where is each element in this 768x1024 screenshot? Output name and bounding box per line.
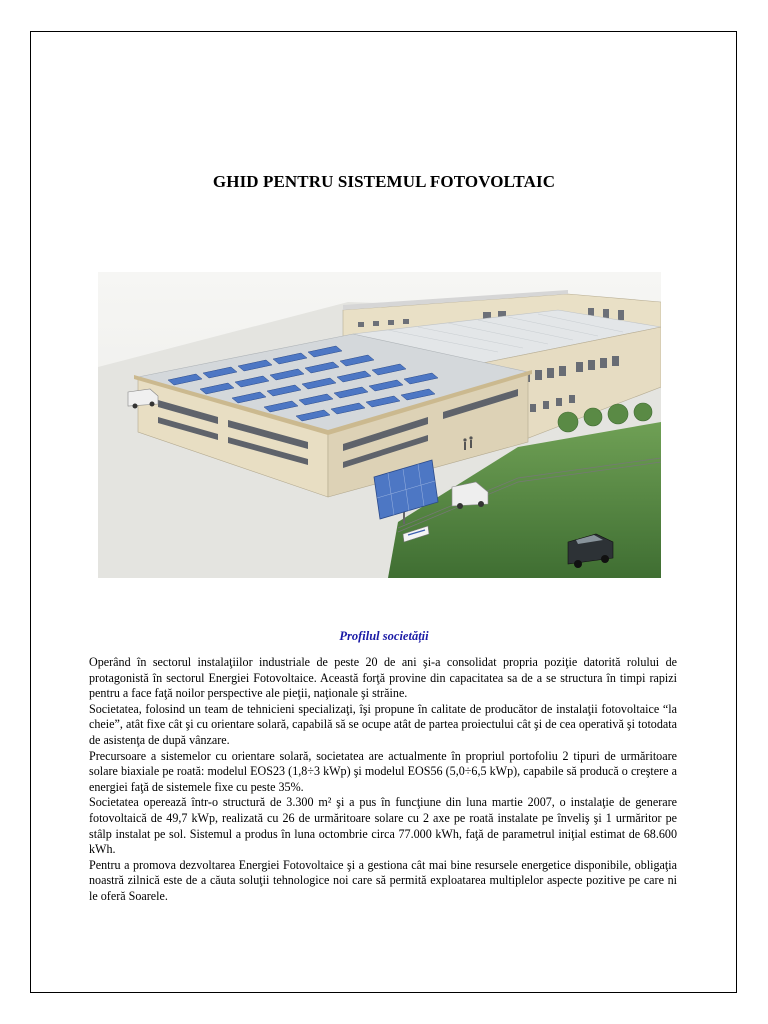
document-title: GHID PENTRU SISTEMUL FOTOVOLTAIC <box>212 172 556 191</box>
paragraph-4: Societatea operează într-o structură de 3.300 m² şi a pus în funcţiune din luna martie 2007, o instalaţie de generare fotovoltaică de 49,7 kWp, realizată cu 26 de urmăritoare solare cu 2 axe pe roată instalate pe înveliş şi 1 urmăritor pe stâlp instalat pe sol. Sistemul a produs în luna octombrie circa 77.000 kWh, faţă de parametrul iniţial estimat de 68.600 kWh. <box>89 795 677 857</box>
paragraph-3: Precursoare a sistemelor cu orientare solară, societatea are actualmente în propriul portofoliu 2 tipuri de urmăritoare solare biaxiale pe roată: modelul EOS23 (1,8÷3 kWp) şi modelul EOS56 (5,0÷6,5 kWp), capabile să producă o creştere a energiei faţă de sistemele fixe cu peste 35%. <box>89 748 677 794</box>
factory-illustration <box>98 272 661 578</box>
paragraph-2: Societatea, folosind un team de tehnicieni specializaţi, îşi propune în calitate de producător de instalaţii fotovoltaice “la cheie”, atât fixe cât şi cu orientare solară, capabilă să se ocupe atât de partea proiectului cât şi de cea operativă şi totodata de asistenţa de după vânzare. <box>89 701 677 747</box>
section-title: Profilul societății <box>339 629 429 643</box>
body-text <box>89 655 677 905</box>
paragraph-5: Pentru a promova dezvoltarea Energiei Fotovoltaice şi a gestiona cât mai bine resursele energetice disponibile, obligaţia noastră zilnică este de a căuta soluţii tehnologice noi care să permită exploatarea multiplelor aspecte pozitive pe care ni le oferă Soarele. <box>89 857 677 903</box>
paragraph-1: Operând în sectorul instalaţiilor industriale de peste 20 de ani şi-a consolidat propria poziţie datorită rolului de protagonistă în sectorul Energiei Fotovoltaice. Această forţă provine din capacitatea sa de a se structura în timpi rapizi pentru a face faţă noilor perspective ale pieţii, naţionale şi străine. <box>89 655 677 701</box>
